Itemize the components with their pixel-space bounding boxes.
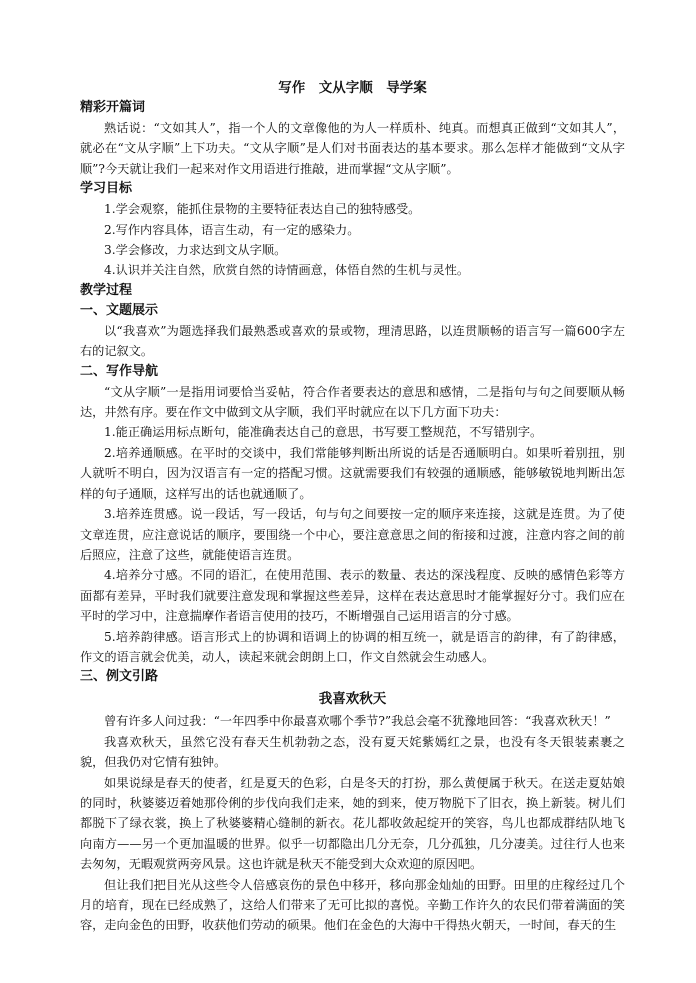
section-1-heading: 一、文题展示	[80, 302, 159, 318]
essay-paragraph: 曾有许多人问过我：“一年四季中你最喜欢哪个季节?”我总会毫不犹豫地回答：“我喜欢秋天！”	[104, 714, 611, 729]
section-1-paragraph: 以“我喜欢”为题选择我们最熟悉或喜欢的景或物，理清思路，以连贯顺畅的语言写一篇600字左右的记叙文。	[80, 323, 625, 359]
section-2-point: 5.培养韵律感。语言形式上的协调和语调上的协调的相互统一，就是语言的韵律，有了韵律感，作文的语言就会优美，动人，读起来就会朗朗上口，作文自然就会生动感人。	[80, 629, 625, 664]
goal-item: 3.学会修改，力求达到文从字顺。	[104, 243, 287, 258]
goal-item: 1.学会观察，能抓住景物的主要特征表达自己的独特感受。	[104, 202, 421, 217]
essay-title: 我喜欢秋天	[318, 691, 387, 708]
section-2-point: 3.培养连贯感。说一段话，写一段话，句与句之间要按一定的顺序来连接，这就是连贯。为了使文章连贯，应注意说话的顺序，要围绕一个中心，要注意意思之间的衔接和过渡，注意内容之间的前后照应，注意了这些，就能使语言连贯。	[80, 507, 625, 562]
intro-heading: 精彩开篇词	[80, 100, 146, 115]
essay-paragraph: 我喜欢秋天，虽然它没有春天生机勃勃之态，没有夏天姹紫嫣红之景，也没有冬天银装素裹之貌，但我仍对它情有独钟。	[80, 734, 625, 770]
section-2-point: 1.能正确运用标点断句，能准确表达自己的意思，书写要工整规范，不写错别字。	[104, 425, 543, 440]
document-page	[80, 78, 625, 936]
intro-paragraph: 熟话说：“文如其人”，指一个人的文章像他的为人一样质朴、纯真。而想真正做到“文如其人”，就必在“文从字顺”上下功夫。“文从字顺”是人们对书面表达的基本要求。那么怎样才能做到“文从字顺”?今天就让我们一起来对作文用语进行推敲，进而掌握“文从字顺”。	[80, 121, 625, 176]
section-2-point: 4.培养分寸感。不同的语汇，在使用范围、表示的数量、表达的深浅程度、反映的感情色彩等方面都有差异，平时我们就要注意发现和掌握这些差异，这样在表达意思时才能掌握好分寸。我们应在平时的学习中，注意揣摩作者语言使用的技巧，不断增强自己运用语言的分寸感。	[80, 568, 625, 624]
goal-item: 2.写作内容具体，语言生动，有一定的感染力。	[104, 222, 360, 237]
process-heading: 教学过程	[80, 282, 133, 298]
essay-paragraph: 如果说绿是春天的使者，红是夏天的色彩，白是冬天的打扮，那么黄便属于秋天。在送走夏姑娘的同时，秋婆婆迈着她那伶俐的步伐向我们走来，她的到来，使万物脱下了旧衣，换上新装。树儿们都脱下了绿衣裳，换上了秋婆婆精心缝制的新衣。花儿都收敛起绽开的笑容，鸟儿也都成群结队地飞向南方——另一个更加温暖的世界。似乎一切都隐出几分无奈，几分孤独，几分凄美。过往行人也来去匆匆，无暇观赏两旁风景。这也许就是秋天不能受到大众欢迎的原因吧。	[80, 775, 625, 872]
section-3-heading: 三、例文引路	[80, 669, 159, 685]
section-2-intro: “文从字顺”一是指用词要恰当妥帖，符合作者要表达的意思和感情，二是指句与句之间要顺从畅达，井然有序。要在作文中做到文从字顺，我们平时就应在以下几方面下功夫：	[80, 384, 625, 420]
page-title: 写作 文从字顺 导学案	[278, 80, 427, 96]
section-2-heading: 二、写作导航	[80, 363, 159, 379]
goal-item: 4.认识并关注自然，欣赏自然的诗情画意，体悟自然的生机与灵性。	[104, 263, 470, 278]
section-2-point: 2.培养通顺感。在平时的交谈中，我们常能够判断出所说的话是否通顺明白。如果听着别扭，别人就听不明白，因为汉语言有一定的搭配习惯。这就需要我们有较强的通顺感，能够敏锐地判断出怎样的句子通顺，这样写出的话也就通顺了。	[80, 445, 625, 501]
essay-paragraph: 但让我们把目光从这些令人倍感哀伤的景色中移开，移向那金灿灿的田野。田里的庄稼经过几个月的培育，现在已经成熟了，这给人们带来了无可比拟的喜悦。辛勤工作许久的农民们带着满面的笑容，走向金色的田野，收获他们劳动的硕果。他们在金色的大海中干得热火朝天，一时间，春天的生	[80, 877, 625, 933]
goals-heading: 学习目标	[80, 181, 133, 197]
